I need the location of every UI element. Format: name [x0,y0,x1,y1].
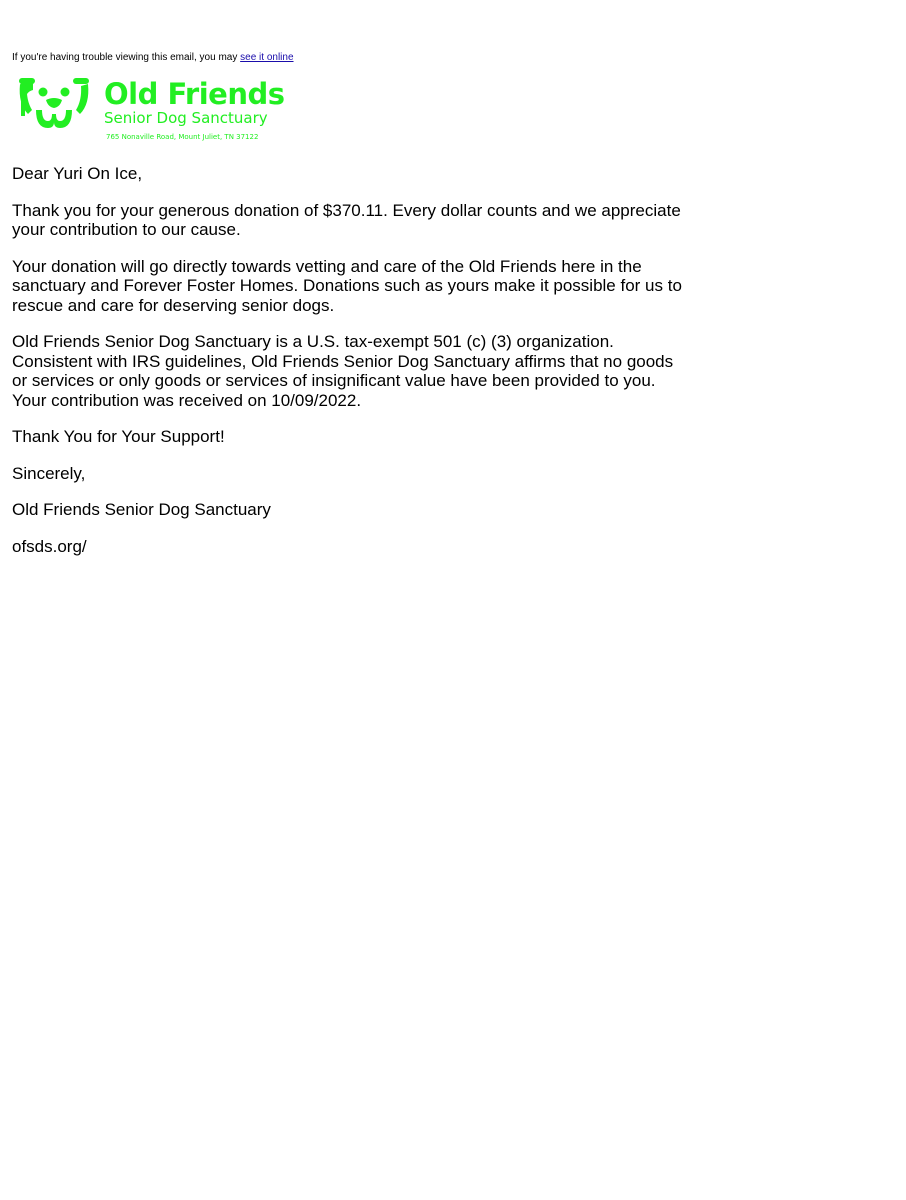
letter-body [12,164,682,573]
paragraph-tax-statement: Old Friends Senior Dog Sanctuary is a U.S. tax-exempt 501 (c) (3) organization. Consistent with IRS guidelines, Old Friends Senior Dog Sanctuary affirms that no goods or services or only goods or services of insignificant value have been provided to you. Your contribution was received on 10/09/2022. [12,332,674,410]
signature: Old Friends Senior Dog Sanctuary [12,500,271,519]
preheader [12,52,294,64]
paragraph-donation-use: Your donation will go directly towards vetting and care of the Old Friends here in the sanctuary and Forever Foster Homes. Donations such as yours make it possible for us to rescue and care for deserving senior dogs. [12,256,682,315]
closing: Sincerely, [12,463,86,483]
logo [18,76,288,146]
see-it-online-link[interactable]: see it online [240,52,294,63]
logo-title: Old Friends [104,77,285,111]
greeting: Dear Yuri On Ice, [12,164,143,183]
logo-subtitle: Senior Dog Sanctuary [104,109,268,127]
logo-address: 765 Nonaville Road, Mount Juliet, TN 37122 [106,133,259,141]
preheader-text: If you're having trouble viewing this email, you may [12,52,238,63]
thanks-line: Thank You for Your Support! [12,427,225,446]
website: ofsds.org/ [12,536,87,556]
paragraph-donation-thanks: Thank you for your generous donation of $370.11. Every dollar counts and we appreciate your contribution to our cause. [12,200,681,239]
dog-face-icon [18,76,90,132]
